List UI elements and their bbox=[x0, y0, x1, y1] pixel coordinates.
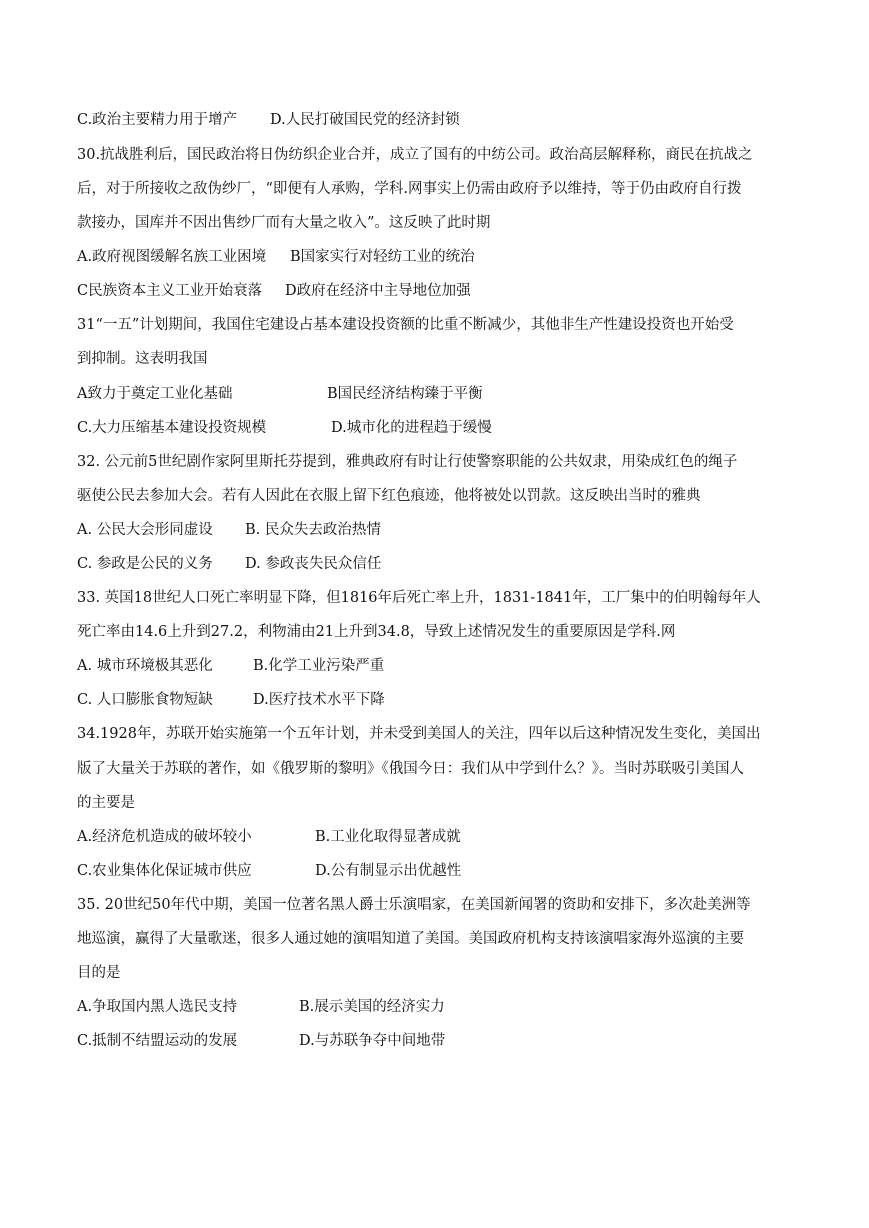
q30-text-line: 款接办，国库并不因出售纱厂而有大量之收入”。这反映了此时期 bbox=[77, 215, 491, 231]
q32-option-b: B. 民众失去政治热情 bbox=[245, 522, 381, 538]
q31-options-row-ab bbox=[77, 384, 797, 404]
q32-text-line: 32. 公元前5世纪剧作家阿里斯托芬提到，雅典政府有时让行使警察职能的公共奴隶，用染成红色的绳子 bbox=[77, 454, 738, 470]
q30-option-b: B国家实行对轻纺工业的统治 bbox=[290, 249, 475, 265]
q35-text-line: 35. 20世纪50年代中期，美国一位著名黑人爵士乐演唱家，在美国新闻署的资助和安排下，多次赴美洲等 bbox=[77, 897, 751, 913]
q35-text-line: 目的是 bbox=[77, 965, 121, 981]
q29-option-c: C.政治主要精力用于增产 bbox=[77, 112, 238, 128]
q35-option-c: C.抵制不结盟运动的发展 bbox=[77, 1033, 238, 1049]
q30-text-line: 后，对于所接收之敌伪纱厂，“即便有人承购，学科.网事实上仍需由政府予以维持，等于仍由政府自行拨 bbox=[77, 181, 742, 197]
q33-option-a: A. 城市环境极其恶化 bbox=[77, 658, 213, 674]
q31-option-d: D.城市化的进程趋于缓慢 bbox=[331, 420, 492, 436]
q35-option-a: A.争取国内黑人选民支持 bbox=[77, 999, 238, 1015]
q32-option-c: C. 参政是公民的义务 bbox=[77, 556, 213, 572]
q33-option-c: C. 人口膨胀食物短缺 bbox=[77, 692, 213, 708]
q32-option-a: A. 公民大会形同虚设 bbox=[77, 522, 213, 538]
q31-option-b: B国民经济结构臻于平衡 bbox=[327, 386, 483, 402]
q34-options-row-cd bbox=[77, 861, 797, 881]
q34-text-line: 的主要是 bbox=[77, 795, 135, 811]
q30-options-row-cd bbox=[77, 281, 797, 301]
q30-option-d: D政府在经济中主导地位加强 bbox=[285, 283, 471, 299]
q35-option-d: D.与苏联争夺中间地带 bbox=[299, 1033, 446, 1049]
q35-option-b: B.展示美国的经济实力 bbox=[299, 999, 445, 1015]
q34-option-b: B.工业化取得显著成就 bbox=[315, 829, 461, 845]
q33-option-b: B.化学工业污染严重 bbox=[253, 658, 385, 674]
q33-option-d: D.医疗技术水平下降 bbox=[253, 692, 385, 708]
q33-options-row-cd bbox=[77, 690, 797, 710]
q35-options-row-ab bbox=[77, 997, 797, 1017]
q29-option-d: D.人民打破国民党的经济封锁 bbox=[270, 112, 460, 128]
q32-options-row-ab bbox=[77, 520, 797, 540]
q30-text-line: 30.抗战胜利后，国民政治将日伪纺织企业合并，成立了国有的中纺公司。政治高层解释称，商民在抗战之 bbox=[77, 147, 753, 163]
q34-option-c: C.农业集体化保证城市供应 bbox=[77, 863, 252, 879]
q32-text-line: 驱使公民去参加大会。若有人因此在衣服上留下红色痕迹，他将被处以罚款。这反映出当时的雅典 bbox=[77, 488, 701, 504]
q35-options-row-cd bbox=[77, 1031, 797, 1051]
q31-text-line: 到抑制。这表明我国 bbox=[77, 351, 208, 367]
q31-text-line: 31“一五”计划期间，我国住宅建设占基本建设投资额的比重不断减少，其他非生产性建设投资也开始受 bbox=[77, 317, 734, 333]
q34-text-line: 版了大量关于苏联的著作，如《俄罗斯的黎明》《俄国今日：我们从中学到什么？》。当时苏联吸引美国人 bbox=[77, 761, 744, 777]
q35-text-line: 地巡演，赢得了大量歌迷，很多人通过她的演唱知道了美国。美国政府机构支持该演唱家海外巡演的主要 bbox=[77, 931, 744, 947]
q34-options-row-ab bbox=[77, 827, 797, 847]
q30-option-a: A.政府视图缓解名族工业困境 bbox=[77, 249, 267, 265]
q32-option-d: D. 参政丧失民众信任 bbox=[245, 556, 382, 572]
q34-text-line: 34.1928年，苏联开始实施第一个五年计划，并未受到美国人的关注，四年以后这种情况发生变化，美国出 bbox=[77, 726, 761, 742]
q33-text-line: 33. 英国18世纪人口死亡率明显下降，但1816年后死亡率上升，1831-1841年，工厂集中的伯明翰每年人 bbox=[77, 590, 761, 606]
q30-options-row-ab bbox=[77, 247, 797, 267]
q33-text-line: 死亡率由14.6上升到27.2，利物浦由21上升到34.8，导致上述情况发生的重要原因是学科.网 bbox=[77, 624, 676, 640]
q30-option-c: C民族资本主义工业开始衰落 bbox=[77, 283, 263, 299]
q32-options-row-cd bbox=[77, 554, 797, 574]
q29-options-row-cd bbox=[77, 110, 797, 130]
q31-options-row-cd bbox=[77, 418, 797, 438]
q31-option-a: A致力于奠定工业化基础 bbox=[77, 386, 233, 402]
q34-option-a: A.经济危机造成的破坏较小 bbox=[77, 829, 252, 845]
q33-options-row-ab bbox=[77, 656, 797, 676]
q34-option-d: D.公有制显示出优越性 bbox=[315, 863, 462, 879]
q31-option-c: C.大力压缩基本建设投资规模 bbox=[77, 420, 267, 436]
